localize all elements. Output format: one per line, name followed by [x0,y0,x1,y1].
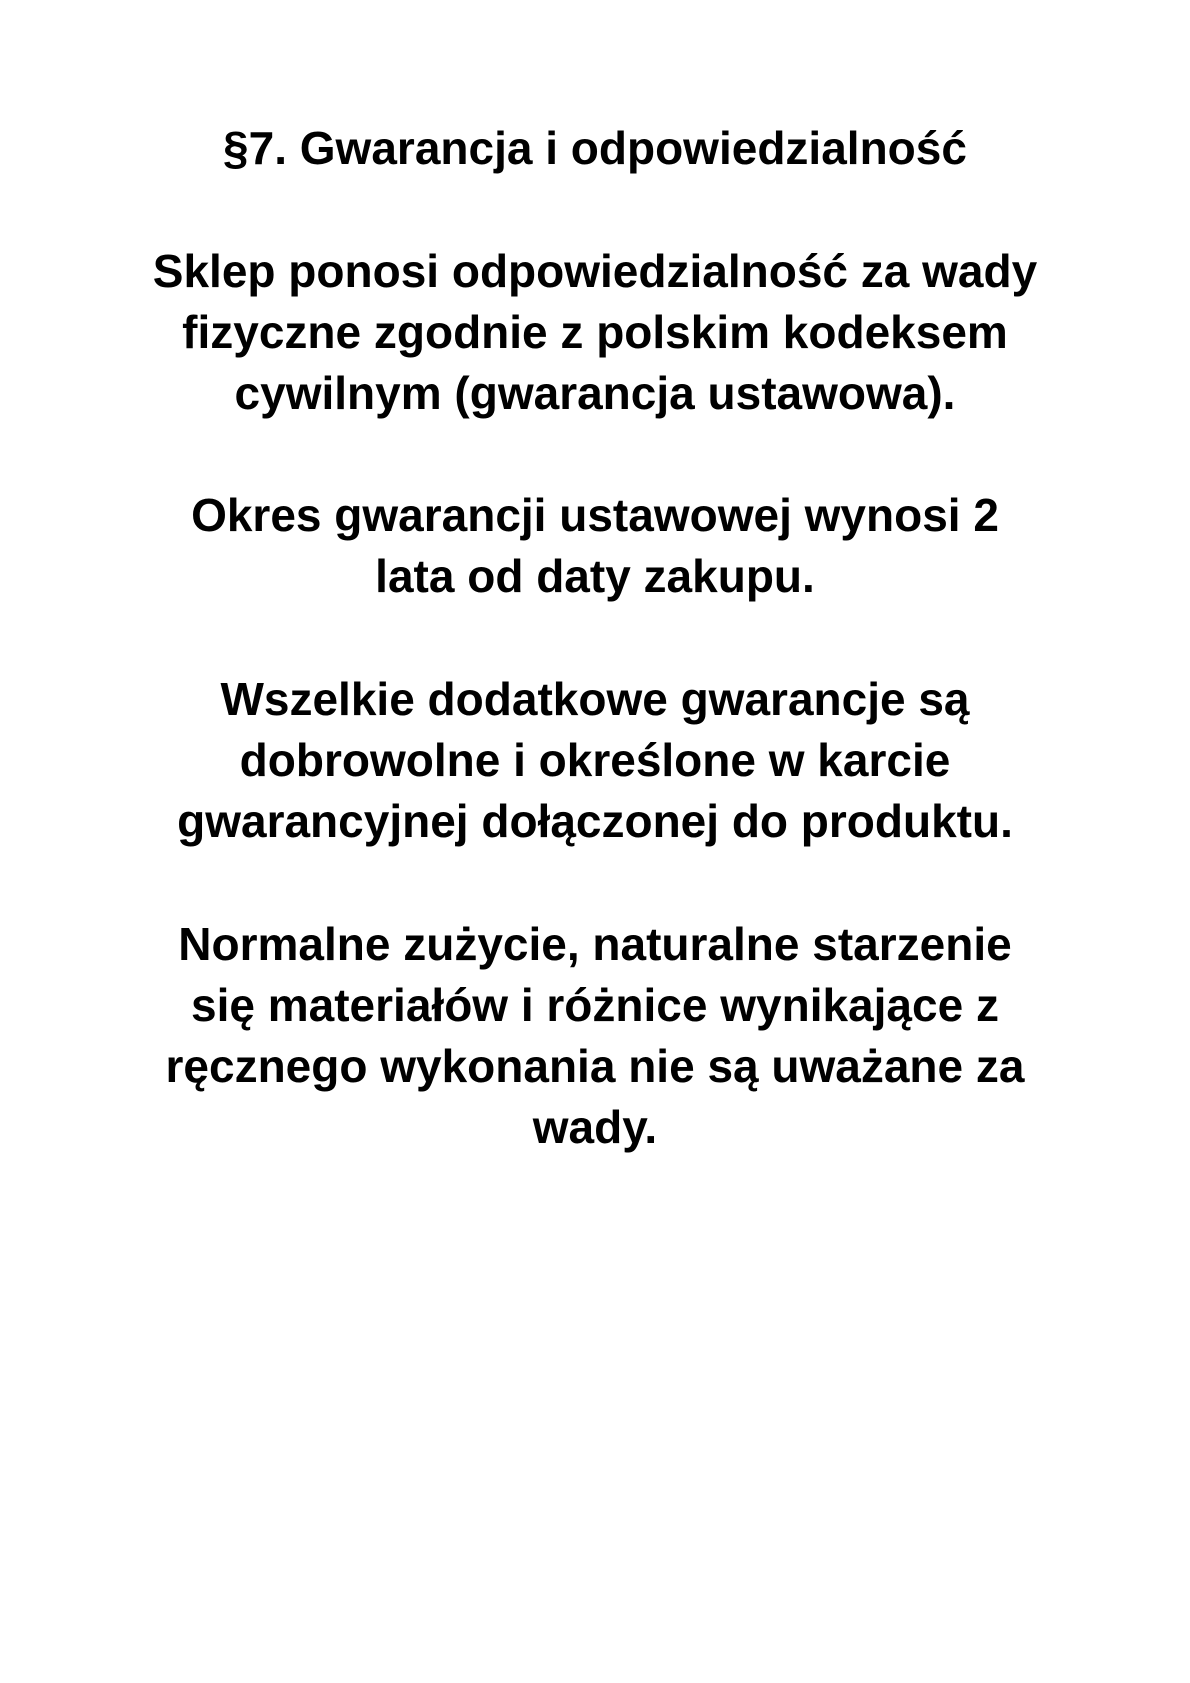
section-title: §7. Gwarancja i odpowiedzialność [223,122,967,174]
paragraph-line: Normalne zużycie, naturalne starzenie [178,918,1012,970]
paragraph-line: dobrowolne i określone w karcie [239,734,951,786]
paragraph-warranty-period [110,485,1080,607]
paragraph-exclusions [110,914,1080,1158]
paragraph-line: Okres gwarancji ustawowej wynosi 2 [191,489,999,541]
paragraph-line: wady. [532,1101,658,1153]
paragraph-line: gwarancyjnej dołączonej do produktu. [177,795,1013,847]
paragraph-line: cywilnym (gwarancja ustawowa). [234,367,956,419]
paragraph-additional-warranties [110,669,1080,852]
paragraph-line: się materiałów i różnice wynikające z [191,979,999,1031]
paragraph-line: Wszelkie dodatkowe gwarancje są [220,673,970,725]
paragraph-line: Sklep ponosi odpowiedzialność za wady [152,245,1038,297]
paragraph-line: lata od daty zakupu. [375,550,815,602]
paragraph-liability [110,241,1080,424]
paragraph-line: fizyczne zgodnie z polskim kodeksem [182,306,1008,358]
paragraph-line: ręcznego wykonania nie są uważane za [165,1040,1025,1092]
